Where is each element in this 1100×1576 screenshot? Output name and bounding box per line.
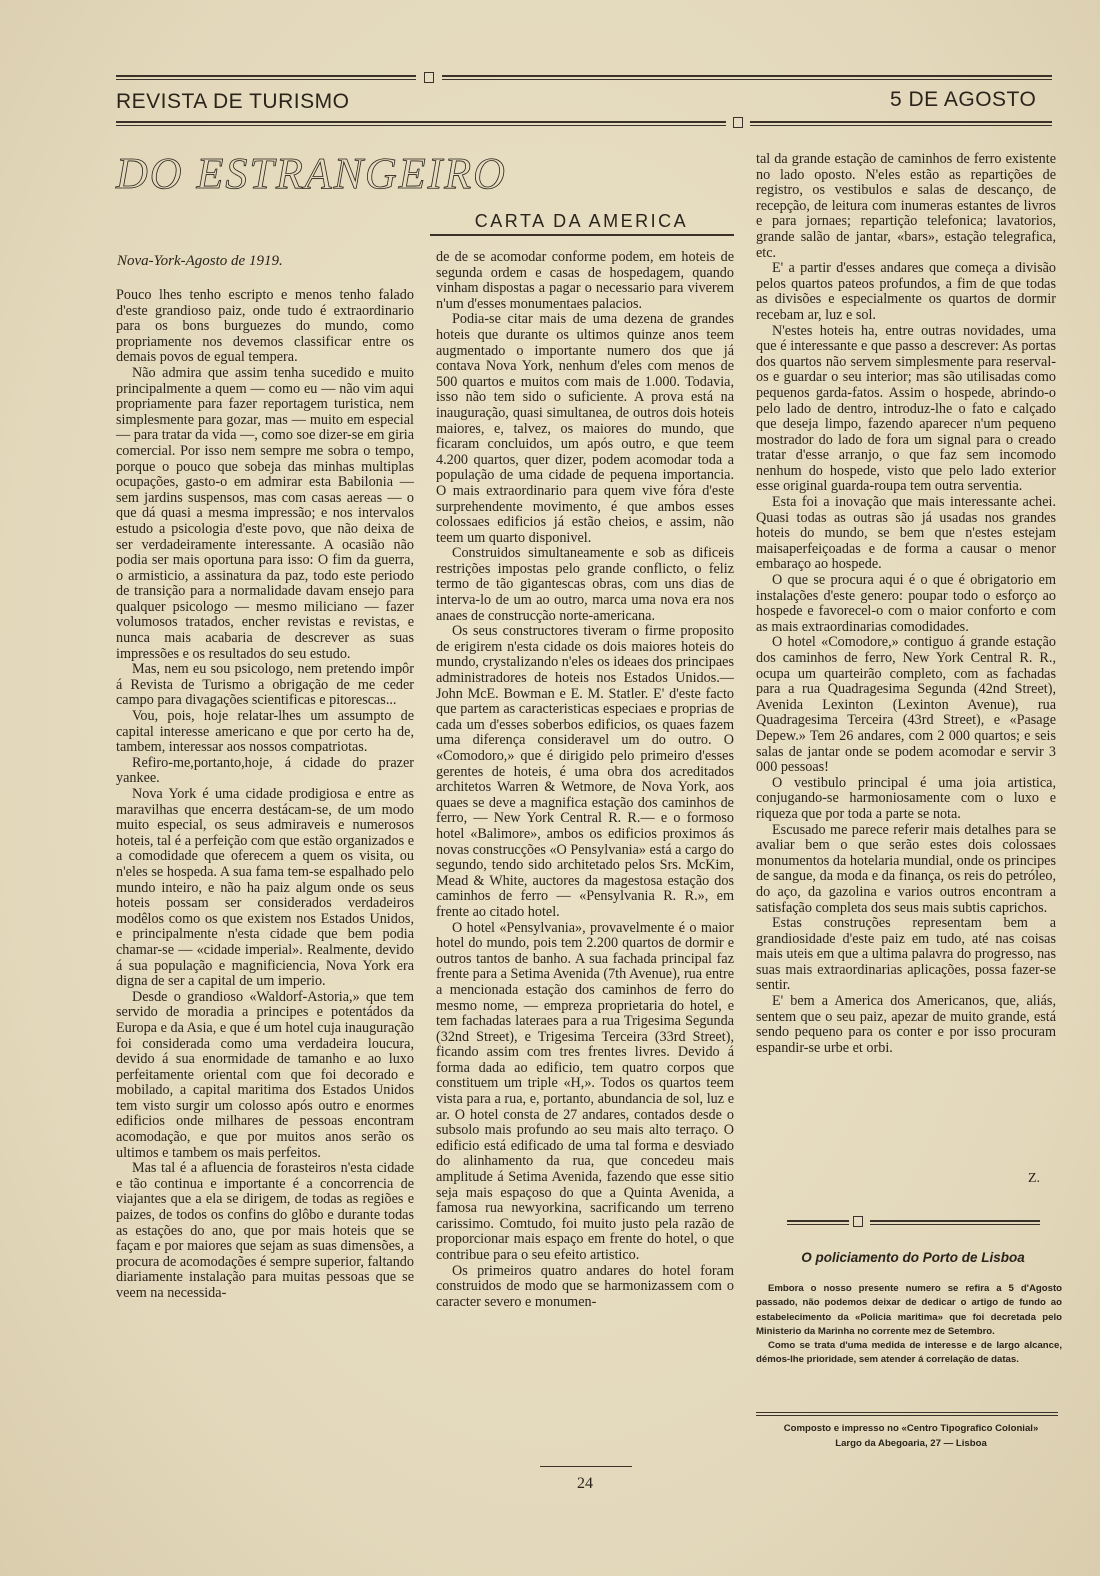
header-rule-top-right-thin: [442, 79, 1052, 80]
notice-rule-right: [870, 1220, 1040, 1222]
article-subtitle: CARTA DA AMERICA: [474, 211, 689, 231]
article-column-2: [436, 250, 734, 1310]
header-rule-top-right: [442, 75, 1052, 77]
ornament-icon: [853, 1216, 863, 1227]
paragraph: Os seus constructores tiveram o firme proposito de erigirem n'esta cidade os dois maiores hoteis do mundo, crystalizando n'eles os ideaes dos principaes administradores de hoteis nos Estados Unidos.— John McE. Bowman e E. M. Statler. E' d'este facto que partem as caracteristicas especiaes e proprias de cada um d'esses soberbos edificios, os quaes fazem uma diferença consideravel um do outro. O «Comodoro,» que é dirigido pelo primeiro d'esses gerentes de hoteis, é uma obra dos acreditados architetos Warren & Wetmore, de Nova York, aos quaes se deve a magnifica estação dos caminhos de ferro, — New York Central R. R.— e o formoso hotel «Balimore», ambos os edificios proximos ás novas construcções «O Pensylvania» está a cargo do segundo, tendo sido architetado pelos Srs. McKim, Mead & White, auctores da magestosa estação dos caminhos de ferro — «Pensylvania R. R.», em frente ao citado hotel.: [436, 623, 734, 920]
paragraph: Construidos simultaneamente e sob as dificeis restrições impostas pelo grande conflicto, o feliz termo de tão gigantescas obras, com uns dias de interva-lo de um ao outro, marca uma nova era nos anaes de construcção norte-americana.: [436, 545, 734, 624]
notice-title: O policiamento do Porto de Lisboa: [801, 1250, 1025, 1265]
dateline: Nova-York-Agosto de 1919.: [117, 253, 283, 269]
paragraph: E' bem a America dos Americanos, que, aliás, sentem que o seu paiz, apezar de muito grande, está sendo pequeno para os conter e por isso procuram espandir-se urbe et orbi.: [756, 993, 1056, 1056]
paragraph: Desde o grandioso «Waldorf-Astoria,» que tem servido de moradia a principes e potentádos da Europa e da Asia, e que é um hotel cuja inauguração foi considerada como uma verdadeira loucura, devido á sua enormidade de tamanho e ao luxo perfeitamente oriental com que foi decorado e mobilado, a capital maritima dos Estados Unidos tem visto surgir um colosso após outro e enormes edificios onde milhares de pessoas encontram acomodação, e que por muitos anos serão os ultimos e tambem os mais perfeitos.: [116, 988, 414, 1161]
paragraph: Estas construções representam bem a grandiosidade d'este paiz em tudo, até nas coisas mais uteis em que a ultima palavra do progresso, nas suas mais extraordinarias aplicações, possa fazer-se sentir.: [756, 915, 1056, 994]
notice-paragraph: Como se trata d'uma medida de interesse e de largo alcance, démos-lhe prioridade, sem atender á correlação de datas.: [756, 1340, 1062, 1366]
ornament-icon: [424, 72, 434, 83]
paragraph: Vou, pois, hoje relatar-lhes um assumpto de capital interesse americano e que por certo ha de, tambem, interessar aos nossos compatriotas.: [116, 708, 414, 756]
ornament-icon: [733, 117, 743, 128]
paragraph: Refiro-me,portanto,hoje, á cidade do prazer yankee.: [116, 754, 414, 787]
paragraph: Nova York é uma cidade prodigiosa e entre as maravilhas que encerra destácam-se, de um modo muito especial, os seus admiraveis e numerosos hoteis, tal é a perfeição com que estão organizados e a comodidade que oferecem a quem os visita, ou n'eles se hospeda. A sua fama tem-se espalhado pelo mundo inteiro, e não ha paiz algum onde os seus hoteis possam ser considerados verdadeiros modêlos como os que existem nos Estados Unidos, e principalmente n'esta cidade que bem podia chamar-se — «cidade imperial». Realmente, devido á sua população e magnificiencia, Nova York era digna de ser a capital de um imperio.: [116, 786, 414, 990]
paragraph: Os primeiros quatro andares do hotel foram construidos de modo que se harmonizassem com o caracter severo e monumen-: [436, 1262, 734, 1310]
paragraph: O que se procura aqui é o que é obrigatorio em instalações d'este genero: poupar todo o esforço ao hospede e favorecel-o com o maior conforto e com as mais extraordinarias comodidades.: [756, 572, 1056, 635]
paragraph: de de se acomodar conforme podem, em hoteis de segunda ordem e casas de hospedagem, quando vinham dispostas a pagar o necessario para viverem n'um d'esses monumentaes palacios.: [436, 249, 734, 312]
header-rule-bottom-left: [116, 121, 726, 123]
imprint-rule: [756, 1412, 1058, 1413]
header-rule-top-left: [116, 75, 416, 77]
notice-paragraph: Embora o nosso presente numero se refira a 5 d'Agosto passado, não podemos deixar de dedicar o artigo de fundo ao estabelecimento da «Policia maritima» que foi decretada pelo Ministerio da Marinha no corrente mez de Setembro.: [756, 1283, 1062, 1337]
article-column-1: [116, 288, 414, 1302]
paragraph: O hotel «Pensylvania», provavelmente é o maior hotel do mundo, pois tem 2.200 quartos de dormir e outros tantos de banho. A sua fachada principal faz frente para a Setima Avenida (7th Avenue), rua entre a mencionada estação dos caminhos de ferro do mesmo nome, — empreza proprietaria do hotel, e tem fachadas lateraes para a rua Trigesima Segunda (32nd Street), e Trigesima Terceira (33rd Street), ficando assim com tres frentes livres. Devido á forma dada ao edificio, tem quatro corpos que constituem um triple «H,». Todos os quartos teem vista para a rua, e, portanto, abundancia de sol, luz e ar. O hotel consta de 27 andares, contados desde o subsolo mais profundo ao seu mais alto terraço. O edificio está edificado de uma tal forma e desviado do alinhamento da rua, que concedeu mais amplitude á Setima Avenida, fazendo que esse sitio seja mais espaçoso do que a Quinta Avenida, a famosa rua newyorkina, sacrificando um terreno carissimo. Comtudo, foi muito justo pela razão de proporcionar mais espaço em frente do hotel, o que contribue para o seu efeito artistico.: [436, 919, 734, 1263]
notice-rule-right-thin: [870, 1224, 1040, 1225]
notice-rule-left-thin: [787, 1224, 849, 1225]
paragraph: O hotel «Comodore,» contiguo á grande estação dos caminhos de ferro, New York Central R. R., ocupa um quarteirão completo, com as fachadas para a rua Quadragesima Segunda (42nd Street), Avenida Lexinton (Lexinton Avenue), rua Quadragesima Terceira (43rd Street), e «Pasage Depew.» Tem 26 andares, com 2 000 quartos; e seis salas de jantar onde se podem acomodar e servir 3 000 pessoas!: [756, 634, 1056, 776]
subtitle-underline: [430, 234, 734, 236]
paragraph: N'estes hoteis ha, entre outras novidades, uma que é interessante e que passo a descrever: As portas dos quartos não servem simplesmente para reserval-os e guardar o seu interior; mas são utilisadas como pequenos garda-fatos. Assim o hospede, abrindo-o pelo lado de dentro, introduz-lhe o fato e calçado que deseja limpo, fazendo aparecer n'um pequeno mostrador do lado de fora um signal para o creado tratar d'esse arranjo, o que faz sem incomodo nenhum do hospede, visto que pelo lado exterior esse original guarda-roupa tem outra serventia.: [756, 322, 1056, 495]
article-column-3: [756, 152, 1056, 1056]
paragraph: O vestibulo principal é uma joia artistica, conjugando-se harmoniosamente com o luxo e riqueza que por toda a parte se nota.: [756, 774, 1056, 822]
paragraph: Esta foi a inovação que mais interessante achei. Quasi todas as outras são já usadas nos grandes hoteis do mundo, se bem que n'estes estejam maisaperfeiçoadas e de forma a causar o menor embaraço ao hospede.: [756, 494, 1056, 573]
header-rule-bottom-right: [750, 121, 1052, 123]
imprint: [756, 1421, 1066, 1451]
paragraph: Podia-se citar mais de uma dezena de grandes hoteis que durante os ultimos quinze anos teem augmentado o importante numero dos que já contava Nova York, nenhum d'eles com menos de 500 quartos e muitos com mais de 1.000. Todavia, isso não tem sido o suficiente. A prova está na inauguração, quasi simultanea, de outros dois hoteis maiores, e, talvez, os maiores do mundo, que ficaram concluidos, um após outro, e que teem 4.200 quartos, quer dizer, podem acomodar toda a população de uma cidade de pequena importancia. O mais extraordinario para quem vive fóra d'este surprehendente movimento, é que ambos esses colossaes edificios já estão cheios, e assim, não teem um quarto disponivel.: [436, 311, 734, 546]
imprint-rule-thin: [756, 1415, 1058, 1416]
paragraph: E' a partir d'esses andares que começa a divisão pelos quartos pateos profundos, a fim de que todas as divisões e especialmente os quartos de dormir recebam ar, luz e sol.: [756, 260, 1056, 323]
header-rule-bottom-right-thin: [750, 125, 1052, 126]
paragraph: tal da grande estação de caminhos de ferro existente no lado oposto. N'eles estão as repartições de registro, os vestibulos e salas de descanço, de recepção, de leitura com inumeras estantes de livros e para jornaes; repartição telefonica; lavatorios, grande salão de jantar, «bars», estação telegrafica, etc.: [756, 151, 1056, 261]
section-title: DO ESTRANGEIRO: [116, 149, 507, 198]
footer-rule: [540, 1466, 632, 1467]
author-signature: Z.: [1028, 1171, 1041, 1186]
paragraph: Mas tal é a afluencia de forasteiros n'esta cidade e tão continua e importante é a concorrencia de viajantes que a ela se dirigem, de todas as regiões e paizes, de todos os confins do glôbo e durante todas as estações do ano, que por mais hoteis que se façam e por maiores que sejam as suas dimensões, a procura de acomodações é sempre superior, faltando diariamente instalação para muitas pessoas que se veem na necessida-: [116, 1160, 414, 1301]
paragraph: Pouco lhes tenho escripto e menos tenho falado d'este grandioso paiz, onde tudo é extraordinario para os bons burguezes do mundo, como propriamente nos devemos classificar entre os demais povos de egual tempera.: [116, 287, 414, 366]
publication-name: REVISTA DE TURISMO: [116, 90, 350, 113]
paragraph: Mas, nem eu sou psicologo, nem pretendo impôr á Revista de Turismo a obrigação de me ceder campo para divagações scientificas e pitorescas...: [116, 661, 414, 709]
notice-body: [756, 1282, 1062, 1368]
issue-date: 5 DE AGOSTO: [890, 88, 1037, 111]
header-rule-top-left-thin: [116, 79, 416, 80]
page-number: 24: [577, 1475, 593, 1492]
notice-rule-left: [787, 1220, 849, 1222]
paragraph: Não admira que assim tenha sucedido e muito principalmente a quem — como eu — não vim aqui propriamente para fazer reportagem turistica, nem simplesmente para gozar, mas — muito em especial — para tratar da vida —, como soe dizer-se em giria comercial. Por isso nem sempre me sobra o tempo, porque o pouco que sobeja das minhas multiplas ocupações, gasto-o em admirar esta Babilonia — sem jardins suspensos, mas com casas aereas — o que dá quasi a mesma impressão; e nos intervalos estudo a psicologia d'este povo, que não deixa de ser verdadeiramente interessante. A ocasião não podia ser mais oportuna para isso: O fim da guerra, o armisticio, a assinatura da paz, todo este periodo de transição para a normalidade davam ensejo para qualquer psicologo — mesmo miliciano — fazer volumosos tratados, encher revistas e revistas, e nunca mais acabaria de descrever as suas impressões e os resultados do seu estudo.: [116, 364, 414, 662]
header-rule-bottom-left-thin: [116, 125, 726, 126]
imprint-line: Largo da Abegoaria, 27 — Lisboa: [835, 1438, 987, 1449]
imprint-line: Composto e impresso no «Centro Tipografico Colonial»: [783, 1423, 1039, 1434]
paragraph: Escusado me parece referir mais detalhes para se avaliar bem o que serão estes dois colossaes monumentos da hotelaria mundial, onde os principes de sangue, da moda e da finança, os reis do petróleo, do aço, da gazolina e varios outros encontram a satisfação completa dos seus mais subtis caprichos.: [756, 821, 1056, 916]
